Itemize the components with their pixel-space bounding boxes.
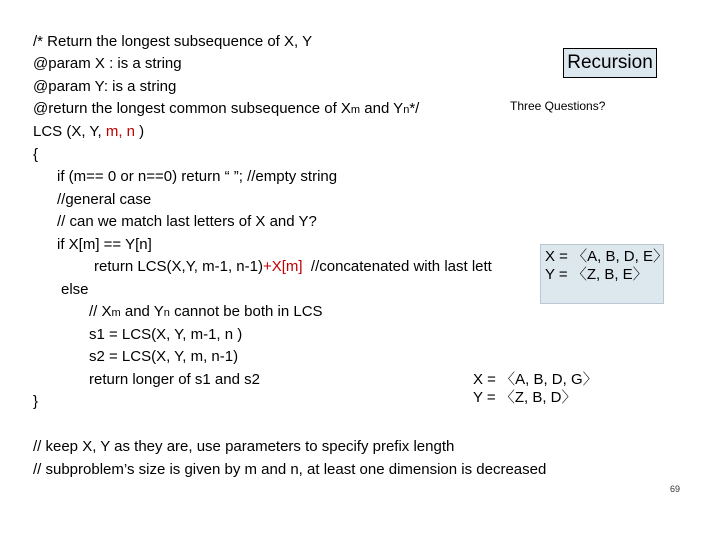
not-both-text-end: cannot be both in LCS <box>169 303 323 320</box>
s1-assignment: s1 = LCS(X, Y, m-1, n ) <box>89 326 243 343</box>
append-last-letter: +X[m] <box>262 258 303 275</box>
not-both-text-and: and Y <box>120 303 164 320</box>
page-number: 69 <box>670 484 681 494</box>
example-1-y: Y = 〈Z, B, E〉 <box>545 266 648 283</box>
signature-params: m, n <box>105 123 136 140</box>
recursion-label-box: Recursion <box>563 48 657 78</box>
doc-comment-line-1: /* Return the longest subsequence of X, Y <box>33 33 313 50</box>
subscript-n-2: n <box>163 307 170 319</box>
general-case-comment: //general case <box>57 191 152 208</box>
return-text-end: */ <box>409 100 420 117</box>
base-case-line: if (m== 0 or n==0) return “ ”; //empty string <box>57 168 338 185</box>
doc-comment-param-x: @param X : is a string <box>33 55 182 72</box>
subscript-m: m <box>350 104 361 116</box>
return-longer-line: return longer of s1 and s2 <box>89 371 260 388</box>
not-both-text: // X <box>89 303 112 320</box>
example-1-x: X = 〈A, B, D, E〉 <box>545 248 668 265</box>
example-2-y: Y = 〈Z, B, D〉 <box>473 389 577 406</box>
signature-prefix: LCS (X, Y, <box>33 123 106 140</box>
match-question-comment: // can we match last letters of X and Y? <box>57 213 317 230</box>
concatenate-comment: //concatenated with last lett <box>302 258 492 275</box>
example-2-x: X = 〈A, B, D, G〉 <box>473 371 598 388</box>
doc-comment-return <box>33 100 419 119</box>
if-match-line: if X[m] == Y[n] <box>57 236 152 253</box>
doc-comment-param-y: @param Y: is a string <box>33 78 177 95</box>
subscript-m-2: m <box>111 307 121 319</box>
return-text: @return the longest common subsequence of X <box>33 100 351 117</box>
else-line: else <box>61 281 89 298</box>
close-brace: } <box>33 393 39 410</box>
return-match-line <box>94 258 492 276</box>
signature-suffix: ) <box>135 123 145 140</box>
return-text-and: and Y <box>360 100 404 117</box>
three-questions-note: Three Questions? <box>510 99 606 113</box>
not-both-comment <box>89 303 323 322</box>
example-box-1 <box>540 244 668 304</box>
footer-comment-1: // keep X, Y as they are, use parameters to specify prefix length <box>33 438 455 455</box>
s2-assignment: s2 = LCS(X, Y, m, n-1) <box>89 348 239 365</box>
open-brace: { <box>33 146 39 163</box>
example-2 <box>473 371 598 407</box>
subscript-n: n <box>403 104 410 116</box>
function-signature <box>33 123 144 141</box>
return-recursive-call: return LCS(X,Y, m-1, n-1) <box>94 258 263 275</box>
footer-comment-2: // subproblem’s size is given by m and n, at least one dimension is decreased <box>33 461 547 478</box>
